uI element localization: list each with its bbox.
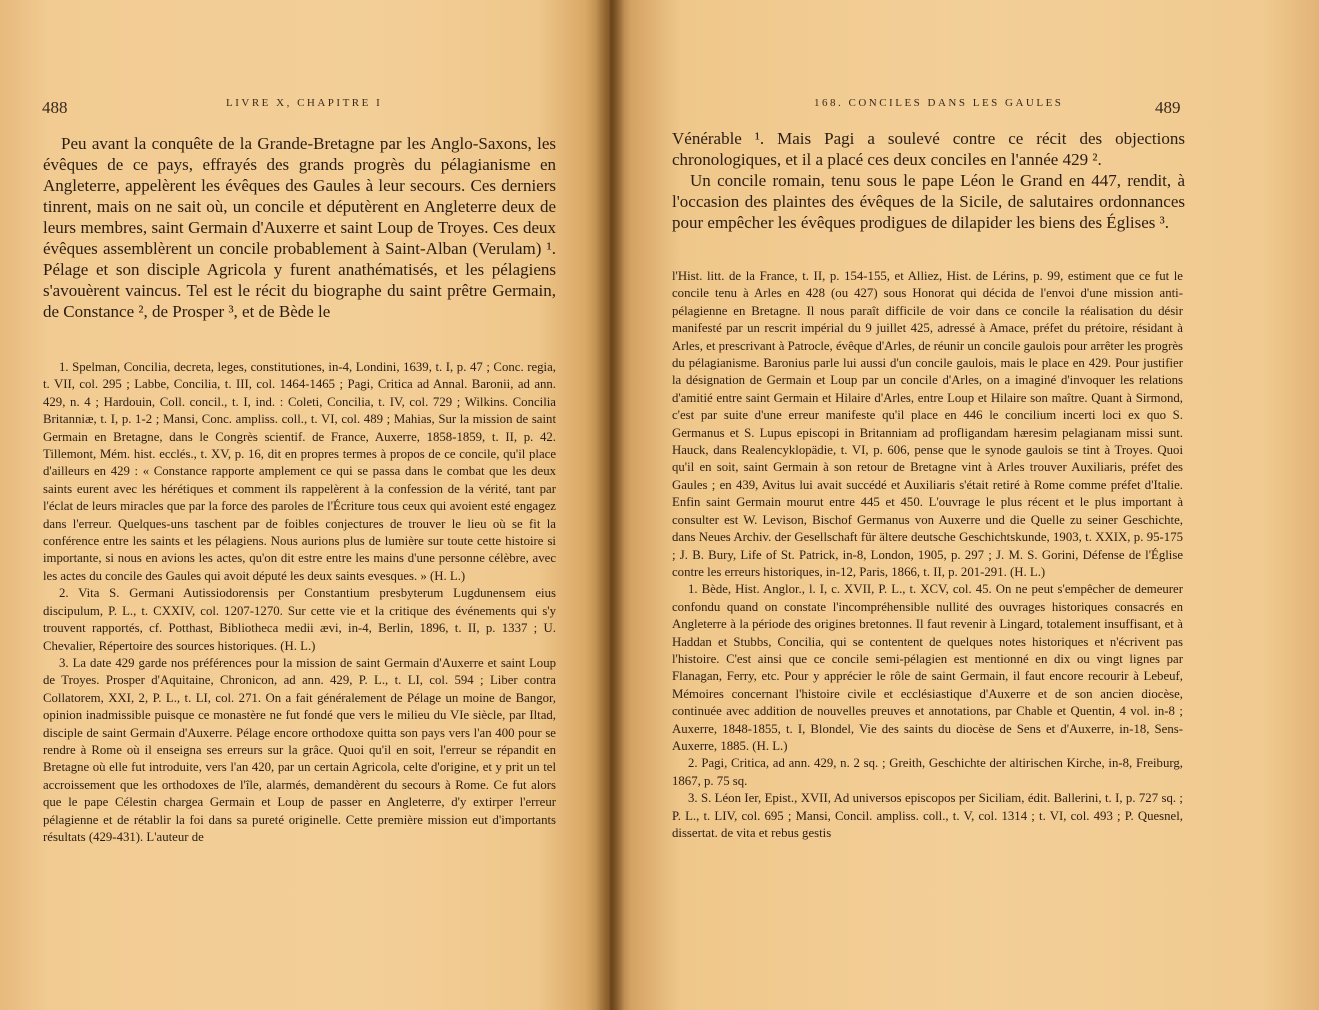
footnote-2: 2. Vita S. Germani Autissiodorensis per Constantium presbyterum Lugdunensem eius discipulum, P. L., t. CXXIV, col. 1207-1270. Sur cette vie et la critique des événements qui s'y trouvent rapportés, cf. Potthast, Bibliotheca medii ævi, in-4, Berlin, 1896, t. II, p. 1337 ; U. Chevalier, Répertoire des sources historiques. (H. L.) (43, 586, 556, 653)
paragraph: Vénérable ¹. Mais Pagi a soulevé contre ce récit des objections chronologiques, et il a placé ces deux conciles en l'année 429 ². (672, 129, 1185, 169)
footnotes (43, 359, 556, 846)
footnote-3: 3. La date 429 garde nos préférences pour la mission de saint Germain d'Auxerre et saint Loup de Troyes. Prosper d'Aquitaine, Chronicon, ad ann. 429, P. L., t. LI, col. 594 ; Liber contra Collatorem, XXI, 2, P. L., t. LI, col. 271. On a fait généralement de Pélage un moine de Bangor, opinion inadmissible puisque ce monastère ne fut fondé que vers le milieu du VIe siècle, par Iltad, disciple de saint Germain d'Auxerre. Pélage encore orthodoxe quitta son pays vers l'an 400 pour se rendre à Rome où il enseigna ses erreurs sur la grâce. Quoi qu'il en soit, l'erreur se répandit en Bretagne où elle fut introduite, vers l'an 420, par un certain Agricola, celte d'origine, et y prit un tel accroissement que les orthodoxes de l'île, alarmés, demandèrent du secours à Rome. Ce fut alors que le pape Célestin chargea Germain et Loup de passer en Angleterre, d'y extirper l'erreur pélagienne et de rétablir la foi dans sa pureté originelle. Cette première mission eut d'importants résultats (429-431). L'auteur de (43, 655, 556, 844)
left-page (0, 0, 610, 1010)
page-number: 488 (42, 98, 68, 117)
paragraph: Peu avant la conquête de la Grande-Bretagne par les Anglo-Saxons, les évêques de ce pays, effrayés des grands progrès du pélagianisme en Angleterre, appelèrent les évêques des Gaules à leur secours. Ces derniers tinrent, mais on ne sait où, un concile et députèrent en Angleterre deux de leurs membres, saint Germain d'Auxerre et saint Loup de Troyes. Ces deux évêques assemblèrent un concile probablement à Saint-Alban (Verulam) ¹. Pélage et son disciple Agricola y furent anathématisés, et les pélagiens s'avouèrent vaincus. Tel est le récit du biographe du saint prêtre Germain, de Constance ², de Prosper ³, et de Bède le (43, 134, 556, 321)
running-head: 168. CONCILES DANS LES GAULES (814, 97, 1064, 109)
main-text (43, 133, 556, 322)
footnote-1: 1. Bède, Hist. Anglor., l. I, c. XVII, P. L., t. XCV, col. 45. On ne peut s'empêcher de demeurer confondu quand on constate l'incompréhensible nullité des ouvrages historiques consacrés en Angleterre à la période des origines bretonnes. Il faut revenir à Lingard, totalement insuffisant, et à Haddan et Stubbs, Concilia, qui se contentent de quelques notes historiques et n'écrivent pas l'histoire. C'est ainsi que ce concile semi-pélagien est mentionné en dix ou vingt lignes par Flanagan, Ferry, etc. Pour y apprécier le rôle de saint Germain, il faut encore recourir à Lebeuf, Mémoires concernant l'histoire civile et ecclésiastique d'Auxerre et de son ancien diocèse, continuée avec addition de nouvelles preuves et annotations, par Chable et Quentin, 4 vol. in-8 ; Auxerre, 1848-1855, t. I, Blondel, Vie des saints du diocèse de Sens et d'Auxerre, in-18, Sens-Auxerre, 1885. (H. L.) (672, 582, 1183, 753)
right-page (610, 0, 1319, 1010)
paragraph: Un concile romain, tenu sous le pape Léon le Grand en 447, rendit, à l'occasion des plaintes des évêques de la Sicile, de salutaires ordonnances pour empêcher les évêques prodigues de dilapider les biens des Églises ³. (672, 171, 1185, 232)
footnote-continued: l'Hist. litt. de la France, t. II, p. 154-155, et Alliez, Hist. de Lérins, p. 99, estiment que ce fut le concile tenu à Arles en 428 (ou 427) sous Honorat qui décida de l'envoi d'une mission anti-pélagienne en Bretagne. Il nous paraît difficile de voir dans ce concile la réalisation du désir manifesté par un rescrit impérial du 9 juillet 425, adressé à Amace, préfet du prétoire, résidant à Arles, et prescrivant à Patrocle, évêque d'Arles, de réunir un concile gaulois pour arrêter les progrès du pélagianisme. Baronius parle lui aussi d'un concile gaulois, mais le place en 429. Pour justifier la désignation de Germain et Loup par un concile d'Arles, on a imaginé d'invoquer les relations d'amitié entre saint Germain et Hilaire d'Arles, entre Loup et Hilaire son maître. Quant à Sirmond, c'est par suite d'une erreur manifeste qu'il place en 446 le concilium incerti loci ex quo S. Germanus et S. Lupus episcopi in Britanniam ad profligandam hæresim pelagianam missi sunt. Hauck, dans Realencyklopädie, t. VI, p. 606, pense que le synode gaulois se tint à Troyes. Quoi qu'il en soit, saint Germain à son retour de Bretagne vint à Arles trouver Auxiliaris, préfet des Gaules ; en 439, Avitus lui avait succédé et Auxiliaris s'était retiré à Rome comme préfet d'Italie. Enfin saint Germain mourut entre 445 et 450. L'ouvrage le plus récent et le plus important à consulter est W. Levison, Bischof Germanus von Auxerre und die Quelle zu seiner Geschichte, dans Neues Archiv. der Gesellschaft für ältere deutsche Geschichtskunde, 1903, t. XXIX, p. 95-175 ; J. B. Bury, Life of St. Patrick, in-8, London, 1905, p. 297 ; J. M. S. Gorini, Défense de l'Église contre les erreurs historiques, in-12, Paris, 1866, t. II, p. 201-291. (H. L.) (672, 269, 1183, 579)
footnotes (672, 268, 1183, 842)
book-gutter (596, 0, 624, 1010)
main-text (672, 128, 1185, 233)
footnote-1: 1. Spelman, Concilia, decreta, leges, constitutiones, in-4, Londini, 1639, t. I, p. 47 ; Conc. regia, t. VII, col. 295 ; Labbe, Concilia, t. III, col. 1464-1465 ; Pagi, Critica ad Annal. Baronii, ad ann. 429, n. 4 ; Hardouin, Coll. concil., t. I, ind. : Coleti, Concilia, t. IV, col. 729 ; Wilkins. Concilia Britanniæ, t. I, p. 1-2 ; Mansi, Conc. ampliss. coll., t. VI, col. 489 ; Mahias, Sur la mission de saint Germain en Bretagne, dans le Congrès scientif. de France, Auxerre, 1858-1859, t. II, p. 42. Tillemont, Mém. hist. ecclés., t. XV, p. 16, dit en propres termes à propos de ce concile, qu'il place d'ailleurs en 429 : « Constance rapporte amplement ce qui se passa dans le combat que les deux saints eurent avec les hérétiques et comment ils rappelèrent à la confession de la vérité, tant par l'éclat de leurs miracles que par la force des paroles de l'Écriture tous ceux qui avoient esté engagez dans l'erreur. Quelques-uns taschent par de foibles conjectures de trouver le lieu où se fit la conférence entre les saints et les pélagiens. Nous aurions plus de lumière sur toute cette histoire si importante, si nous en avions les actes, qu'on dit estre entre les mains d'une personne célèbre, avec les actes du concile des Gaules qui avoit député les deux saints evesques. » (H. L.) (43, 360, 556, 583)
footnote-2: 2. Pagi, Critica, ad ann. 429, n. 2 sq. ; Greith, Geschichte der altirischen Kirche, in-8, Freiburg, 1867, p. 75 sq. (672, 756, 1183, 788)
page-number: 489 (1155, 98, 1181, 117)
footnote-3: 3. S. Léon Ier, Epist., XVII, Ad universos episcopos per Siciliam, édit. Ballerini, t. I, p. 727 sq. ; P. L., t. LIV, col. 695 ; Mansi, Concil. ampliss. coll., t. V, col. 1314 ; t. VI, col. 493 ; P. Quesnel, dissertat. de vita et rebus gestis (672, 791, 1183, 840)
running-head: LIVRE X, CHAPITRE I (226, 97, 383, 109)
